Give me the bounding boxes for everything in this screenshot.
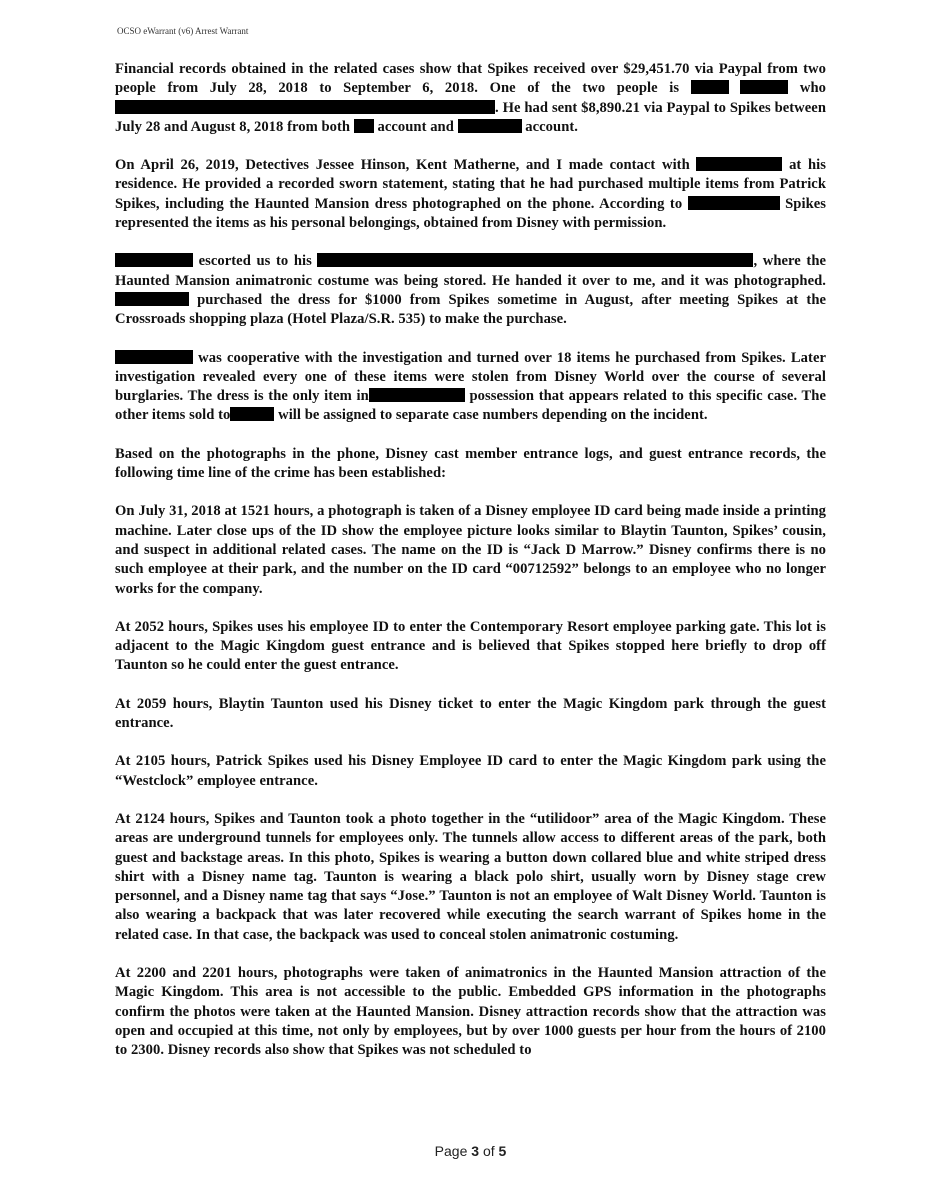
paragraph-2105: At 2105 hours, Patrick Spikes used his Disney Employee ID card to enter the Magic Kingdom park using the “Westclock” employee entrance. xyxy=(115,753,826,789)
redaction-block xyxy=(696,157,782,171)
page-total: 5 xyxy=(498,1143,507,1159)
paragraph-2124: At 2124 hours, Spikes and Taunton took a photo together in the “utilidoor” area of the Magic Kingdom. These areas are underground tunnels for employees only. The tunnels allow access to different areas of the park, both guest and backstage areas. In this photo, Spikes is wearing a button down collared blue and white striped dress shirt with a Disney name tag. Taunton is wearing a black polo shirt, usually worn by Disney stage crew personnel, and a Disney name tag that says “Jose.” Taunton is not an employee of Walt Disney World. Taunton is also wearing a backpack that was later recovered while executing the search warrant of Spikes home in the related case. In that case, the backpack was used to conceal stolen animatronic costuming. xyxy=(115,810,826,943)
redaction-block xyxy=(115,253,193,267)
text-span: possession that appears related to this specific case. The other items sold to xyxy=(115,388,826,424)
text-span: Spikes represented the items as his personal belongings, obtained from Disney with permission. xyxy=(115,195,827,232)
text-span: On April 26, 2019, Detectives Jessee Hinson, Kent Matherne, and I made contact with xyxy=(115,157,690,174)
page-prefix: Page xyxy=(434,1143,472,1159)
paragraph-cooperative xyxy=(115,349,826,426)
text-span: . He had sent $8,890.21 via Paypal to Spikes between July 28 and August 8, 2018 from both xyxy=(115,99,826,135)
text-span: at his residence. He provided a recorded sworn statement, stating that he had purchased multiple items from Patrick Spikes, including the Haunted Mansion dress photographed on the phone. According to xyxy=(115,157,826,212)
text-span: account. xyxy=(525,118,578,135)
paragraph-2052: At 2052 hours, Spikes uses his employee ID to enter the Contemporary Resort employee parking gate. This lot is adjacent to the Magic Kingdom guest entrance and is believed that Spikes stopped here briefly to drop off Taunton so he could enter the guest entrance. xyxy=(115,618,826,674)
redaction-block xyxy=(369,388,465,402)
redaction-block xyxy=(458,119,522,133)
redaction-block xyxy=(115,350,193,364)
page-current: 3 xyxy=(471,1143,480,1159)
paragraph-escort xyxy=(115,252,826,329)
text-span: escorted us to his xyxy=(198,253,312,270)
text-span: was cooperative with the investigation and turned over 18 items he purchased from Spikes. Later investigation revealed every one of these items were stolen from Disney World over the course of several burglaries. The dress is the only item in xyxy=(115,349,826,405)
redaction-block xyxy=(740,80,788,94)
text-span: Financial records obtained in the related cases show that Spikes received over $29,451.70 via Paypal from two people from July 28, 2018 to September 6, 2018. One of the two people is xyxy=(115,61,826,97)
text-span: will be assigned to separate case numbers depending on the incident. xyxy=(278,407,708,424)
redaction-block xyxy=(230,407,274,421)
document-header: OCSO eWarrant (v6) Arrest Warrant xyxy=(117,26,249,36)
redaction-block xyxy=(691,80,729,94)
text-span: account and xyxy=(377,118,454,135)
redaction-block xyxy=(115,292,189,306)
document-body xyxy=(115,60,826,1079)
redaction-block xyxy=(317,253,753,267)
paragraph-timeline-intro: Based on the photographs in the phone, Disney cast member entrance logs, and guest entrance records, the following time line of the crime has been established: xyxy=(115,445,826,482)
text-span: , where the Haunted Mansion animatronic costume was being stored. He handed it over to me, and it was photographed. xyxy=(115,253,827,289)
page-middle: of xyxy=(479,1143,499,1159)
text-span: purchased the dress for $1000 from Spikes sometime in August, after meeting Spikes at the Crossroads shopping plaza (Hotel Plaza/S.R. 535) to make the purchase. xyxy=(115,291,827,328)
page-number xyxy=(0,1143,941,1159)
paragraph-2200: At 2200 and 2201 hours, photographs were taken of animatronics in the Haunted Mansion attraction of the Magic Kingdom. This area is not accessible to the public. Embedded GPS information in the photographs confirm the photos were taken at the Haunted Mansion. Disney attraction records show that the attraction was open and occupied at this time, not only by employees, but by over 1000 guests per hour from the hours of 2100 to 2300. Disney records also show that Spikes was not scheduled to xyxy=(115,964,826,1059)
paragraph-contact xyxy=(115,156,826,233)
paragraph-id-card: On July 31, 2018 at 1521 hours, a photograph is taken of a Disney employee ID card being made inside a printing machine. Later close ups of the ID show the employee picture looks similar to Blaytin Taunton, Spikes’ cousin, and suspect in additional related cases. The name on the ID is “Jack D Marrow.” Disney confirms there is no such employee at their park, and the number on the ID card “00712592” belongs to an employee who no longer works for the company. xyxy=(115,503,826,597)
redaction-block xyxy=(115,100,495,114)
redaction-block xyxy=(354,119,374,133)
paragraph-financial-records xyxy=(115,60,826,137)
redaction-block xyxy=(688,196,780,210)
text-span: who xyxy=(799,80,826,97)
paragraph-2059: At 2059 hours, Blaytin Taunton used his Disney ticket to enter the Magic Kingdom park through the guest entrance. xyxy=(115,695,826,732)
